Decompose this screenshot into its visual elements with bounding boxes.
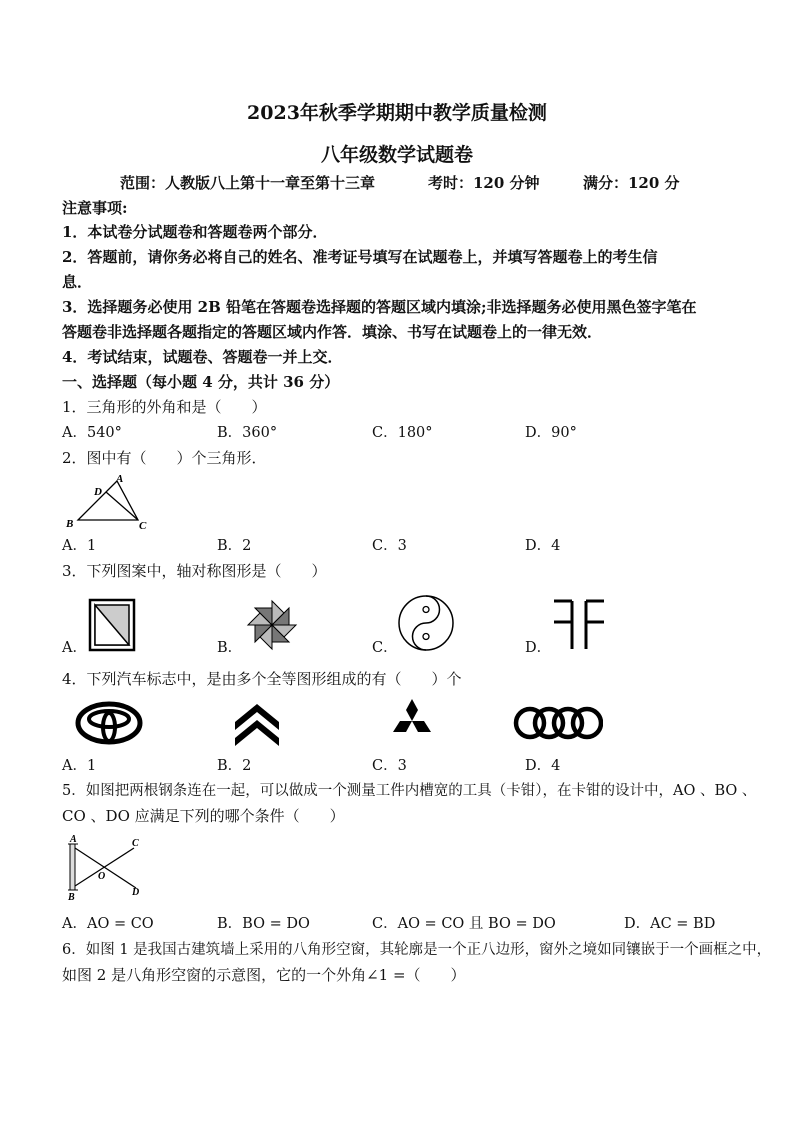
q5-stem-line2: CO 、DO 应满足下列的哪个条件（ ） (62, 807, 345, 825)
q3-double-bracket-icon (552, 598, 606, 652)
exam-title: 2023年秋季学期期中教学质量检测 (247, 102, 547, 124)
q6-stem-line1: 6．如图 1 是我国古建筑墙上采用的八角形空窗，其轮廓是一个正八边形，窗外之境如同镶嵌于一个画框之中， (62, 942, 772, 958)
q3-pinwheel-icon (244, 597, 300, 653)
exam-subtitle: 八年级数学试题卷 (320, 144, 473, 166)
q2-option-b: B．2 (217, 538, 252, 554)
q3-option-d: D． (525, 640, 552, 656)
q5-option-d: D．AC = BD (624, 916, 716, 932)
note-4: 4．考试结束，试题卷、答题卷一并上交． (62, 348, 343, 366)
q5-option-b: B．BO = DO (217, 916, 310, 932)
q3-stem: 3．下列图案中，轴对称图形是（ ） (62, 562, 327, 580)
note-2a: 2．答题前，请你务必将自己的姓名、准考证号填写在试题卷上，并填写答题卷上的考生信 (62, 248, 658, 266)
q1-option-d: D．90° (525, 425, 577, 441)
q3-option-c: C． (372, 640, 398, 656)
q2-option-d: D．4 (525, 538, 561, 554)
exam-time: 考时：120 分钟 (428, 174, 540, 192)
q3-taiji-icon (397, 594, 455, 652)
note-3a: 3．选择题务必使用 2B 铅笔在答题卷选择题的答题区域内填涂;非选择题务必使用黑色签字笔在 (62, 298, 697, 316)
q5-stem-line1: 5．如图把两根钢条连在一起，可以做成一个测量工件内槽宽的工具（卡钳），在卡钳的设计中，AO 、BO 、 (62, 783, 757, 799)
q2-option-a: A．1 (62, 538, 97, 554)
note-2b: 息． (62, 273, 93, 291)
q3-option-b: B． (217, 640, 243, 656)
q3-square-diagonal-icon (88, 598, 136, 652)
q5-label-c: C (132, 838, 139, 849)
q4-option-a: A．1 (62, 758, 97, 774)
toyota-logo-icon (74, 700, 144, 746)
q2-triangle-figure (62, 470, 162, 534)
exam-score: 满分：120 分 (583, 174, 680, 192)
notes-heading: 注意事项: (62, 199, 128, 217)
section-heading: 一、选择题（每小题 4 分，共计 36 分） (62, 373, 340, 391)
q5-label-b: B (68, 892, 75, 902)
q1-option-b: B．360° (217, 425, 278, 441)
q2-label-a: A (116, 473, 124, 485)
q6-stem-line2: 如图 2 是八角形空窗的示意图，它的一个外角∠1 =（ ） (62, 966, 466, 984)
q2-option-c: C．3 (372, 538, 407, 554)
q5-label-a: A (70, 834, 77, 845)
audi-logo-icon (513, 704, 603, 742)
q4-option-d: D．4 (525, 758, 561, 774)
q2-label-c: C (139, 520, 147, 532)
q1-option-c: C．180° (372, 425, 433, 441)
mitsubishi-logo-icon (386, 697, 438, 745)
q5-label-o: O (98, 871, 106, 882)
q2-label-b: B (66, 518, 74, 530)
q5-label-d: D (132, 887, 140, 898)
q5-caliper-figure (62, 832, 152, 902)
q3-option-a: A． (62, 640, 87, 656)
q4-option-c: C．3 (372, 758, 407, 774)
q5-option-c: C．AO = CO 且 BO = DO (372, 916, 556, 932)
q1-option-a: A．540° (62, 425, 122, 441)
exam-scope: 范围：人教版八上第十一章至第十三章 (120, 174, 376, 192)
note-3b: 答题卷非选择题各题指定的答题区域内作答．填涂、书写在试题卷上的一律无效． (62, 323, 603, 341)
q1-stem: 1．三角形的外角和是（ ） (62, 398, 267, 416)
citroen-logo-icon (232, 700, 282, 746)
q5-option-a: A．AO = CO (62, 916, 154, 932)
q2-stem: 2．图中有（ ）个三角形． (62, 449, 267, 467)
q2-label-d: D (94, 486, 102, 498)
q4-stem: 4．下列汽车标志中，是由多个全等图形组成的有（ ）个 (62, 670, 462, 688)
q4-option-b: B．2 (217, 758, 252, 774)
note-1: 1．本试卷分试题卷和答题卷两个部分． (62, 223, 328, 241)
